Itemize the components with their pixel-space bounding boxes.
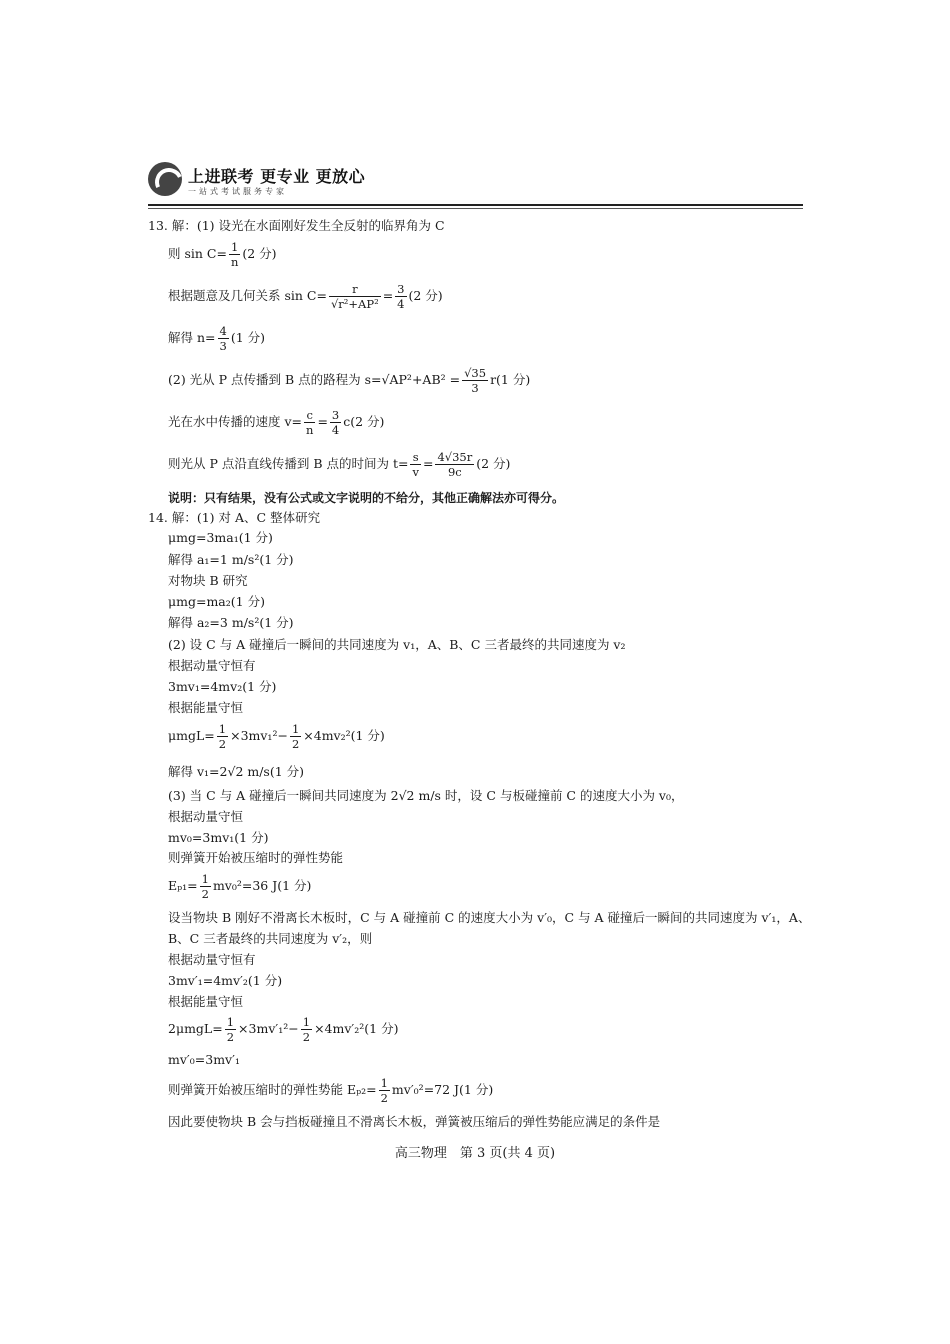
q14-line-3: 解得 a₁=1 m/s²(1 分)	[168, 552, 294, 567]
q14-line-10: 根据能量守恒	[168, 700, 244, 715]
denominator: 2	[226, 1030, 235, 1044]
denominator: 2	[218, 737, 227, 751]
numerator: 3	[331, 408, 340, 422]
fraction	[218, 324, 229, 353]
denominator: 2	[201, 887, 209, 901]
q14-line-5: μmg=ma₂(1 分)	[168, 594, 265, 609]
numerator: 1	[226, 1015, 235, 1029]
denominator: 2	[291, 737, 300, 751]
text: =	[382, 288, 394, 303]
numerator: c	[304, 408, 315, 423]
q13-note: 说明：只有结果，没有公式或文字说明的不给分，其他正确解法亦可得分。	[168, 491, 565, 505]
text: 解得 n=	[168, 330, 216, 345]
denominator: 9c	[447, 465, 462, 479]
q14-line-2: μmg=3ma₁(1 分)	[168, 530, 273, 545]
brand-name: 上进联考 更专业 更放心	[188, 167, 366, 186]
fraction	[290, 722, 301, 751]
numerator: 1	[218, 722, 227, 736]
brand-logo-icon	[148, 162, 182, 196]
denominator: 4	[331, 423, 340, 437]
header	[148, 160, 803, 206]
text: mv′₀²=72 J(1 分)	[391, 1082, 494, 1097]
text: r(1 分)	[490, 372, 531, 387]
text: (2 分)	[242, 246, 277, 261]
fraction	[304, 408, 315, 437]
numerator: 1	[380, 1076, 388, 1090]
text: 则光从 P 点沿直线传播到 B 点的时间为 t=	[168, 456, 409, 471]
q14-line-17	[168, 872, 311, 901]
header-rule-thin	[148, 208, 803, 209]
text: ×3mv₁²−	[230, 728, 288, 743]
text: (1 分)	[230, 330, 266, 345]
text: mv₀²=36 J(1 分)	[212, 878, 312, 893]
q14-line-19: B、C 三者最终的共同速度为 v′₂，则	[168, 931, 373, 946]
q14-line-23	[168, 1015, 398, 1044]
q14-line-6: 解得 a₂=3 m/s²(1 分)	[168, 615, 294, 630]
denominator: v	[412, 465, 419, 479]
q14-line-26: 因此要使物块 B 会与挡板碰撞且不滑离长木板，弹簧被压缩后的弹性势能应满足的条件是	[168, 1114, 661, 1129]
fraction	[301, 1015, 312, 1044]
q14-line-21: 3mv′₁=4mv′₂(1 分)	[168, 973, 283, 988]
q13-line-1: 13. 解：(1) 设光在水面刚好发生全反射的临界角为 C	[148, 218, 445, 233]
q13-line-5	[168, 366, 530, 395]
q14-line-15: mv₀=3mv₁(1 分)	[168, 830, 269, 845]
fraction	[395, 282, 406, 311]
numerator: r	[329, 282, 381, 297]
fraction	[462, 366, 488, 395]
text: =	[422, 456, 434, 471]
fraction	[225, 1015, 236, 1044]
fraction	[379, 1076, 390, 1105]
text: Eₚ₁=	[168, 878, 198, 893]
q14-line-22: 根据能量守恒	[168, 994, 244, 1009]
fraction	[200, 872, 211, 901]
fraction	[435, 450, 474, 479]
q13-line-2	[168, 240, 277, 269]
text: (2 分)	[476, 456, 511, 471]
header-rule	[148, 204, 803, 206]
q14-line-8: 根据动量守恒有	[168, 658, 256, 673]
q13-line-7	[168, 450, 510, 479]
q13-line-4	[168, 324, 265, 353]
fraction	[410, 450, 421, 479]
denominator: 2	[380, 1091, 388, 1105]
q14-line-9: 3mv₁=4mv₂(1 分)	[168, 679, 277, 694]
text: 根据题意及几何关系 sin C=	[168, 288, 327, 303]
q14-line-1: 14. 解：(1) 对 A、C 整体研究	[148, 510, 321, 525]
text: ×4mv₂²(1 分)	[303, 728, 385, 743]
text: 则 sin C=	[168, 246, 227, 261]
q14-line-13: (3) 当 C 与 A 碰撞后一瞬间共同速度为 2√2 m/s 时，设 C 与板碰撞前 C 的速度大小为 v₀，	[168, 788, 684, 803]
q14-line-25	[168, 1076, 493, 1105]
numerator: 1	[291, 722, 300, 736]
denominator: 4	[397, 297, 405, 311]
text: μmgL=	[168, 728, 215, 743]
text: (2) 光从 P 点传播到 B 点的路程为 s=√AP²+AB² =	[168, 372, 461, 387]
numerator: 1	[302, 1015, 311, 1029]
denominator: n	[230, 255, 239, 269]
q14-line-16: 则弹簧开始被压缩时的弹性势能	[168, 850, 344, 865]
q14-line-4: 对物块 B 研究	[168, 573, 248, 588]
fraction	[217, 722, 228, 751]
denominator: √r²+AP²	[330, 297, 379, 311]
numerator: 4	[219, 324, 227, 338]
text: ×4mv′₂²(1 分)	[314, 1021, 399, 1036]
q13-line-3	[168, 282, 443, 311]
brand-tagline: 一站式考试服务专家	[188, 187, 287, 196]
q14-line-12: 解得 v₁=2√2 m/s(1 分)	[168, 764, 305, 779]
numerator: √35	[464, 366, 487, 380]
numerator: 1	[201, 872, 209, 886]
denominator: 3	[219, 339, 227, 353]
fraction	[330, 408, 341, 437]
denominator: 3	[471, 381, 479, 395]
q14-line-18: 设当物块 B 刚好不滑离长木板时，C 与 A 碰撞前 C 的速度大小为 v′₀，C 与 A 碰撞后一瞬间的共同速度为 v′₁，A、	[168, 910, 811, 925]
text: (2 分)	[408, 288, 443, 303]
numerator: 1	[229, 240, 240, 255]
text: 光在水中传播的速度 v=	[168, 414, 303, 429]
q14-line-20: 根据动量守恒有	[168, 952, 256, 967]
q14-line-14: 根据动量守恒	[168, 809, 244, 824]
q14-line-7: (2) 设 C 与 A 碰撞后一瞬间的共同速度为 v₁，A、B、C 三者最终的共同速度为 v₂	[168, 637, 626, 652]
text: =	[317, 414, 328, 429]
numerator: 3	[397, 282, 405, 296]
text: ×3mv′₁²−	[238, 1021, 299, 1036]
fraction	[229, 240, 240, 269]
numerator: 4√35r	[437, 450, 473, 464]
q13-line-6	[168, 408, 384, 437]
text: c(2 分)	[343, 414, 385, 429]
fraction	[329, 282, 381, 311]
denominator: n	[306, 423, 314, 437]
text: 则弹簧开始被压缩时的弹性势能 Eₚ₂=	[168, 1082, 377, 1097]
numerator: s	[410, 450, 421, 465]
text: 2μmgL=	[168, 1021, 223, 1036]
page-footer: 高三物理 第 3 页(共 4 页)	[394, 1146, 556, 1161]
q14-line-24: mv′₀=3mv′₁	[168, 1052, 240, 1067]
q14-line-11	[168, 722, 385, 751]
denominator: 2	[302, 1030, 311, 1044]
